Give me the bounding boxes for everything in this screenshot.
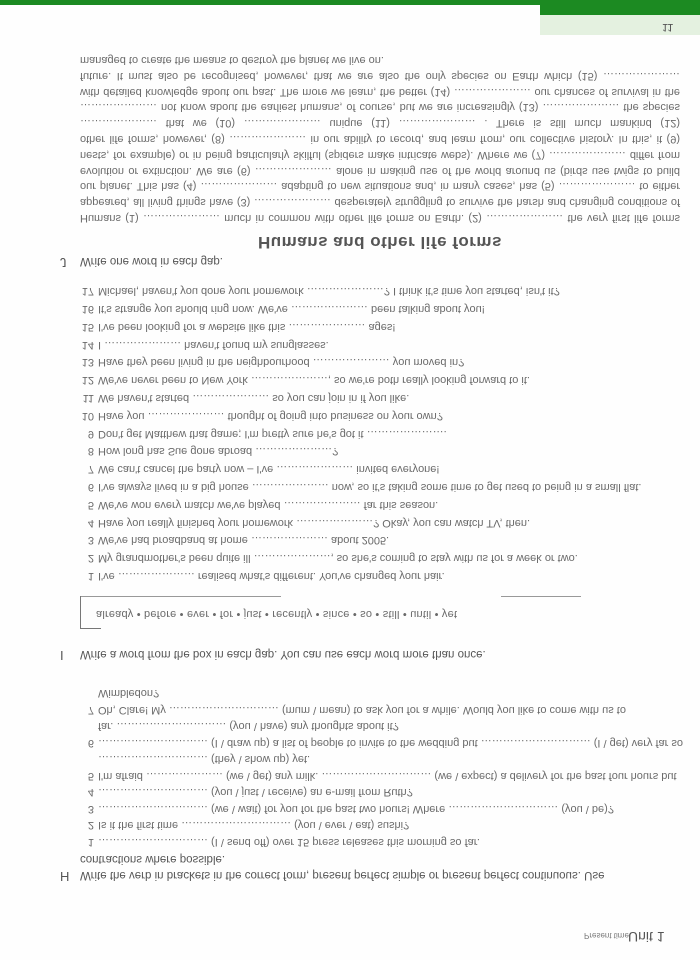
- list-item: [80, 335, 680, 353]
- list-item: [80, 442, 680, 460]
- item-text: ………………………… (you \ just \ receive) an e-mail from Ruth?: [98, 786, 413, 799]
- exercise-h-letter: H: [60, 869, 70, 884]
- list-item: [80, 784, 688, 801]
- list-item: [80, 424, 680, 442]
- list-item: [80, 566, 680, 584]
- item-text: We've had broadband at home ………………… about 2005.: [98, 534, 390, 547]
- item-number: 12: [81, 374, 94, 387]
- section-label: Present time: [584, 931, 629, 940]
- item-text: I'm afraid ………………… (we \ get) any milk. ………………………… (we \ expect) a delivery for the past four hours but ………………………… (they \ show up) yet.: [98, 753, 677, 782]
- list-item: [80, 801, 688, 818]
- item-number: 3: [87, 534, 94, 547]
- page-number: 11: [662, 21, 674, 33]
- item-text: I've always lived in a big house ………………… now, so it's taking some time to get used to being in a small flat.: [98, 481, 642, 494]
- item-text: Oh, Clare! My ………………………… (mum \ mean) to ask you for a while. Would you like to come with us to Wimbledon?: [98, 687, 626, 716]
- item-text: We haven't started ………………… so you can join in if you like.: [98, 392, 410, 405]
- item-number: 6: [87, 737, 94, 749]
- list-item: [80, 370, 680, 388]
- item-number: 10: [81, 409, 94, 422]
- exercise-i-instruction: Write a word from the box in each gap. You can use each word more than once.: [80, 648, 486, 660]
- list-item: [80, 817, 688, 834]
- item-number: 5: [87, 770, 94, 782]
- exercise-h-instruction: Write the verb in brackets in the correct form, present perfect simple or present perfect continuous. Use contractions where possible.: [80, 853, 605, 881]
- page-number-tab: [540, 15, 700, 35]
- item-number: 6: [87, 481, 94, 494]
- list-item: [80, 459, 680, 477]
- item-number: 1: [87, 836, 94, 848]
- item-number: 17: [81, 285, 94, 298]
- item-number: 14: [81, 338, 94, 351]
- footer-green-block: [540, 0, 700, 15]
- passage-text: Humans (1) ………………… much in common with other life forms on Earth. (2) ………………… the very first life forms appeared, all living things have (3) ………………… desperately struggling to survive the harsh and changing conditions of our planet. This has (4) ………………… adapting to new situations and, in many cases, has (5) ………………… to either evolution or extinction. We are (6) ………………… alone in making use of the world around us (birds use twigs to build nests, for example) or in being particularly skilful (spiders make intricate webs). Where we (7) ………………… differ from other life forms, however, (8) ………………… in our ability to record, and learn from, our collective history. In this, it (9) ………………… that we (10) ………………… unique (11) ………………… . There is still much mankind (12) ………………… not know about the earliest humans, of course, but we are increasingly (13) ………………… the species with detailed knowledge about our past. The more we learn, the better (14) ………………… our chances of survival in the future. It must also be recognised, however, that we are also the only species on Earth which (15) ………………… managed to create the means to destroy the planet we live on.: [80, 54, 680, 224]
- item-text: Have they been living in the neighbourhood ………………… you moved in?: [98, 356, 465, 369]
- item-text: I ………………… haven't found my sunglasses.: [98, 338, 329, 351]
- item-number: 7: [87, 704, 94, 716]
- item-number: 7: [87, 463, 94, 476]
- word-box-words: already • before • ever • for • just • recently • since • so • still • until • yet: [96, 608, 458, 620]
- item-text: How long has Sue gone abroad …………………?: [98, 445, 339, 458]
- list-item: [80, 388, 680, 406]
- list-item: [80, 531, 680, 549]
- passage-title: Humans and other life forms: [258, 233, 502, 252]
- list-item: [80, 477, 680, 495]
- unit-label: Unit 1: [628, 929, 665, 945]
- item-number: 11: [82, 392, 94, 405]
- item-number: 4: [87, 786, 94, 799]
- item-text: Don't get Matthew that game; I'm pretty sure he's got it ………………….: [98, 427, 447, 440]
- list-item: [80, 495, 680, 513]
- exercise-j-letter: J: [60, 255, 67, 270]
- item-number: 9: [87, 427, 94, 440]
- list-item: [80, 548, 680, 566]
- item-number: 3: [87, 803, 94, 815]
- list-item: [80, 718, 688, 751]
- item-number: 5: [87, 498, 94, 511]
- list-item: [80, 317, 680, 335]
- list-item: [80, 834, 688, 851]
- item-text: Have you really finished your homework …………………? Okay, you can watch TV, then.: [98, 516, 531, 529]
- exercise-j-instruction: Write one word in each gap.: [80, 255, 223, 267]
- item-text: I've ………………… realised what's different. You've changed your hair.: [98, 570, 445, 582]
- exercise-i-list: [80, 281, 680, 584]
- item-number: 15: [81, 320, 94, 333]
- item-number: 2: [87, 819, 94, 832]
- exercise-h-list: [80, 685, 684, 850]
- item-number: 1: [87, 570, 94, 582]
- list-item: [80, 751, 688, 784]
- list-item: [80, 406, 680, 424]
- item-text: My grandmother's been quite ill …………………, so she's coming to stay with us for a week or two.: [98, 552, 578, 565]
- item-number: 2: [87, 552, 94, 565]
- item-text: Michael, haven't you done your homework …………………? I think it's time you started, isn't it?: [98, 285, 560, 298]
- exercise-i-letter: I: [60, 648, 64, 663]
- item-number: 8: [87, 445, 94, 458]
- item-text: ………………………… (I \ send off) over 15 press releases this morning so far.: [98, 836, 480, 848]
- item-text: ………………………… (I \ draw up) a list of people to invite to the wedding but ………………………… (I \ get) very far so far. ………………………… (you \ have) any thoughts about it?: [98, 720, 684, 749]
- item-text: We've won every match we've played ………………… far this season.: [98, 498, 439, 511]
- list-item: [80, 353, 680, 371]
- item-number: 4: [87, 516, 94, 529]
- list-item: [80, 513, 680, 531]
- list-item: [80, 299, 680, 317]
- list-item: [80, 685, 688, 718]
- item-text: ………………………… (we \ wait) for you for the past two hours! Where ………………………… (you \ be)?: [98, 803, 614, 815]
- word-box: [80, 596, 581, 629]
- item-number: 16: [81, 303, 94, 316]
- item-text: I've been looking for a website like this ………………… ages!: [98, 320, 396, 333]
- item-text: It's strange you should ring now. We've ………………… been talking about you!: [98, 303, 485, 316]
- item-text: Have you ………………… thought of going into business on your own?: [98, 409, 443, 422]
- item-text: We've never been to New York …………………, so we're both really looking forward to it.: [98, 374, 530, 387]
- item-text: We can't cancel the party now – I've ………………… invited everyone!: [98, 463, 440, 476]
- item-number: 13: [81, 356, 94, 369]
- item-text: Is it the first time ………………………… (you \ ever \ eat) sushi?: [98, 819, 410, 832]
- list-item: [80, 281, 680, 299]
